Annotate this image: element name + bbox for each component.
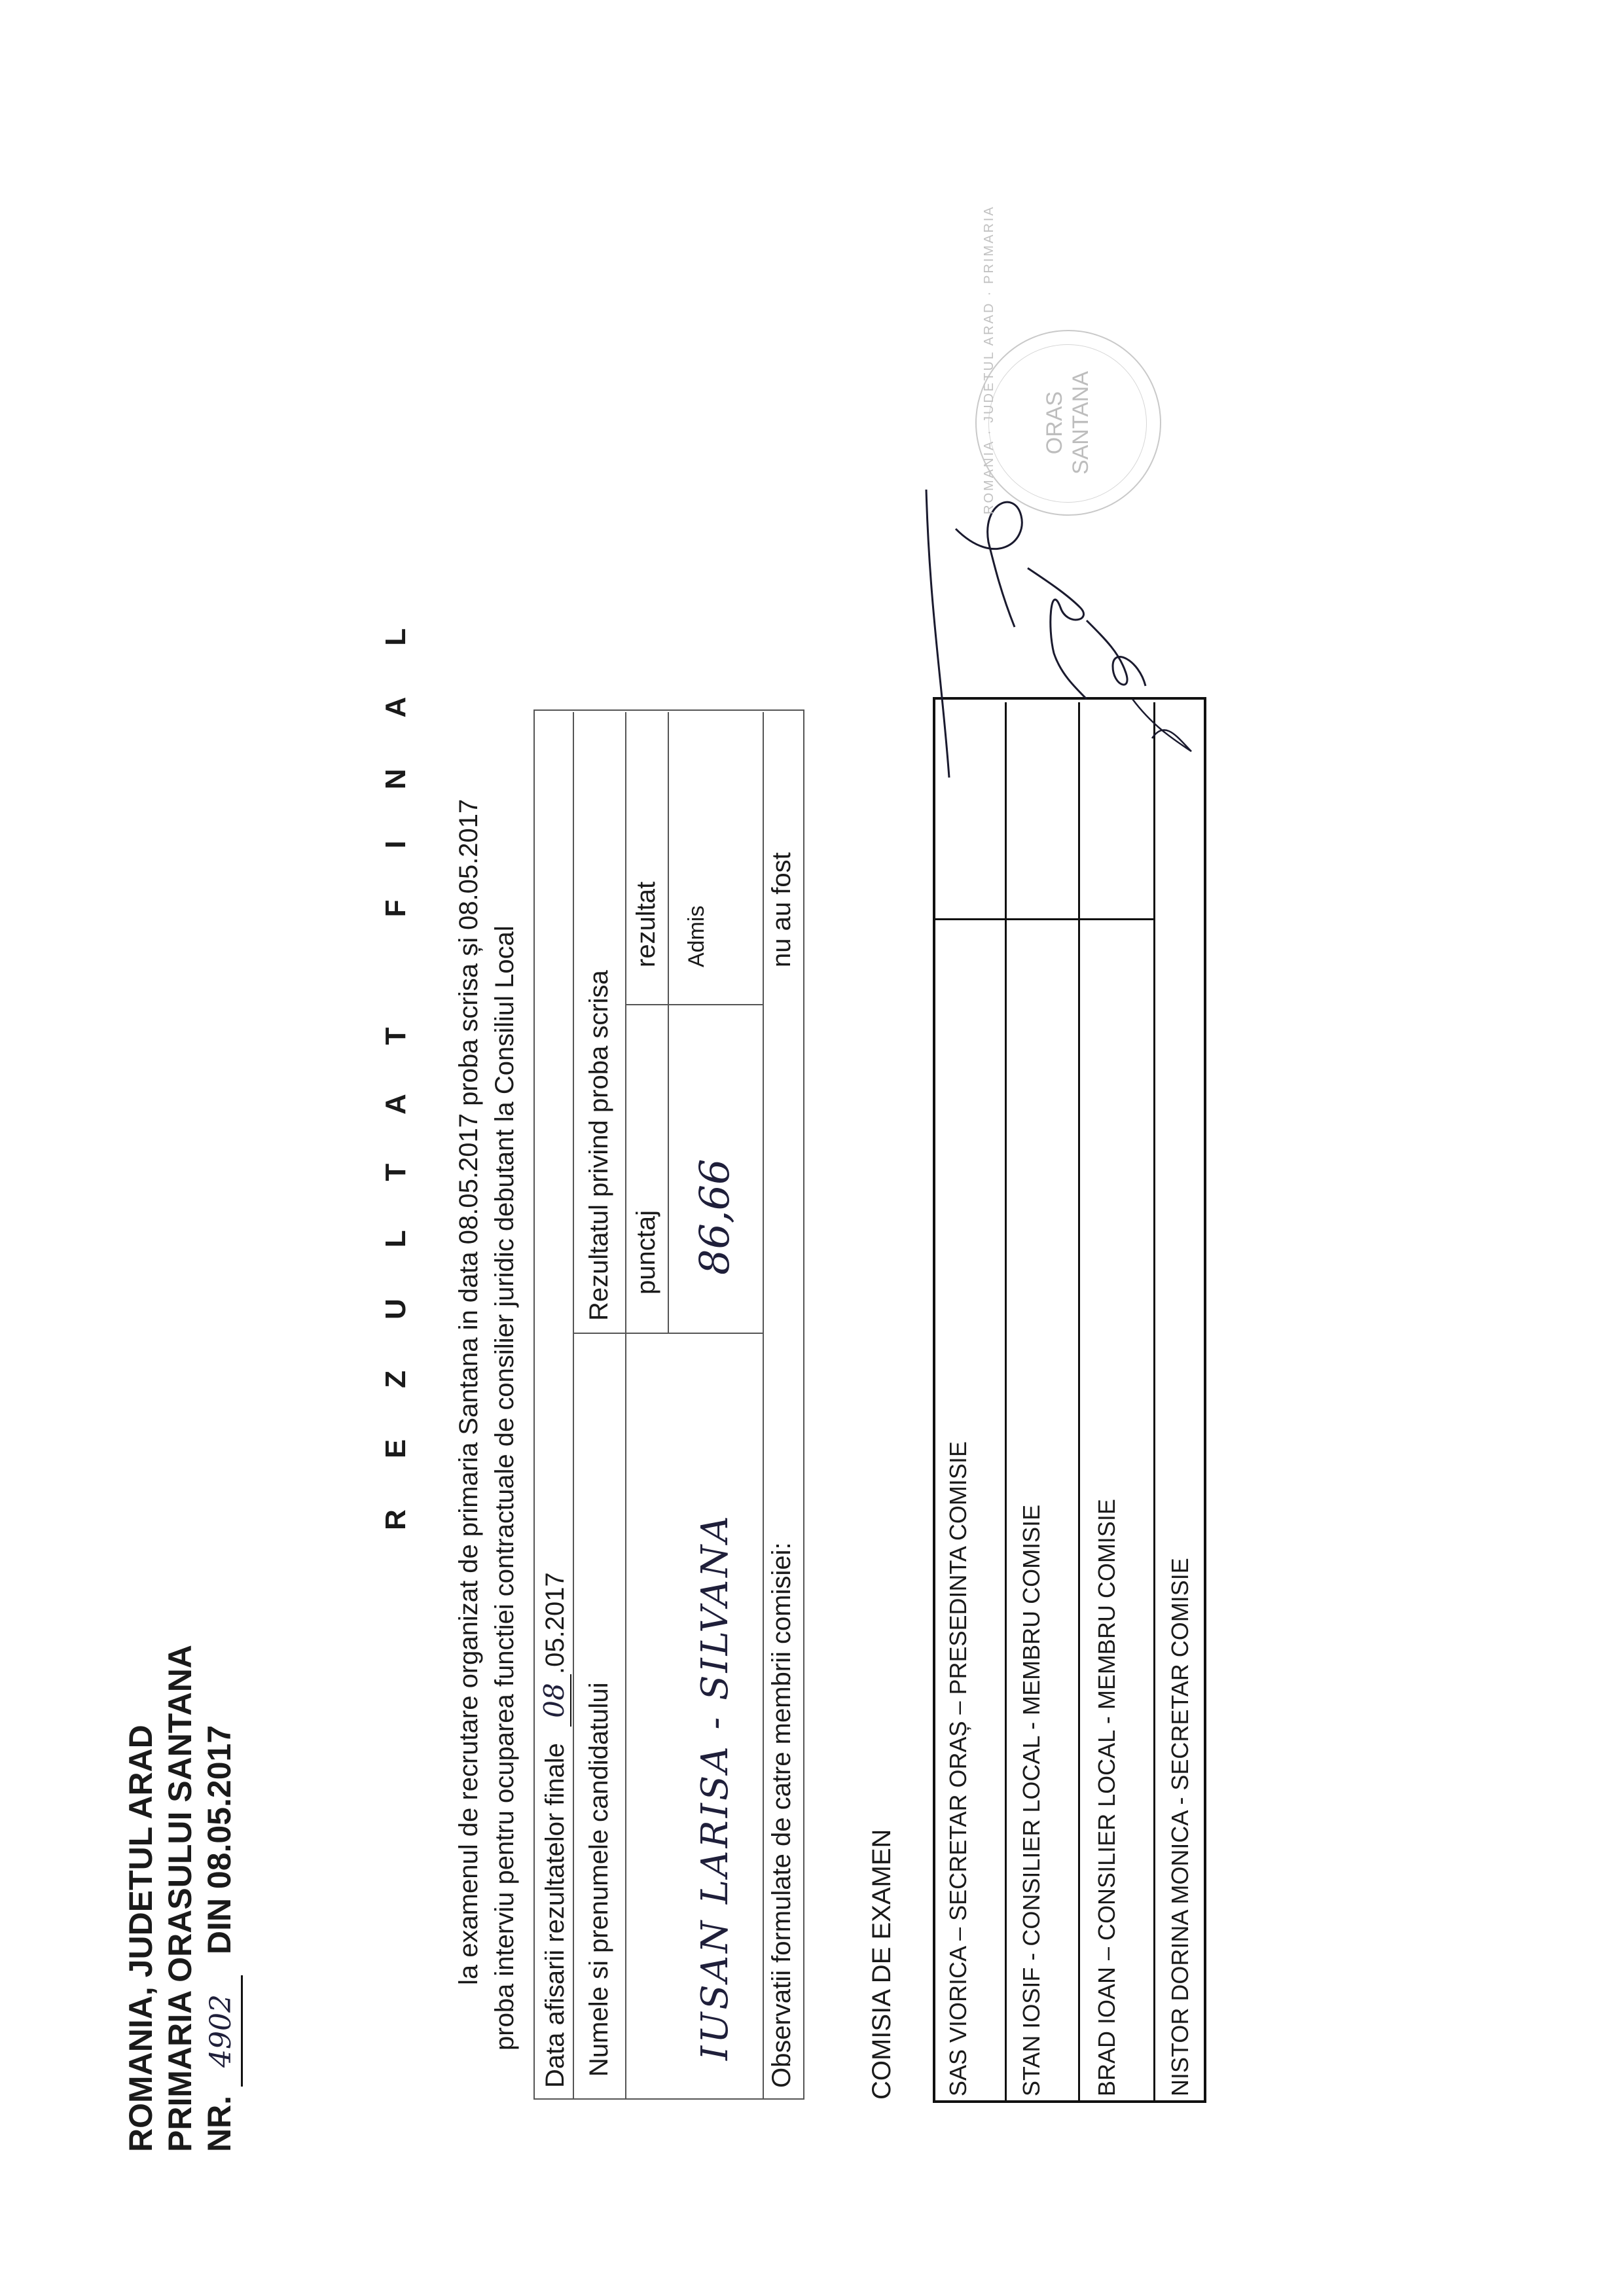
candidate-score-handwritten: 86,66 bbox=[691, 1158, 738, 1275]
signature-top-line bbox=[926, 490, 949, 778]
signatures-drawing bbox=[916, 476, 1204, 935]
results-date-label: Data afisarii rezultatelor finale bbox=[541, 1743, 569, 2088]
document-title: REZULTAT FINAL bbox=[380, 577, 412, 1530]
signature-3 bbox=[1087, 620, 1146, 686]
col-candidate-name-header: Numele si prenumele candidatului bbox=[585, 1682, 613, 2077]
commission-member-3: BRAD IOAN – CONSILIER LOCAL - MEMBRU COMISIE bbox=[1093, 1499, 1120, 2096]
commission-title: COMISIA DE EXAMEN bbox=[867, 1829, 896, 2100]
observations-label: Observatii formulate de catre membrii comisiei: bbox=[767, 1542, 796, 2088]
observations-value: nu au fost bbox=[767, 852, 796, 967]
results-date-rest: .05.2017 bbox=[541, 1572, 569, 1674]
table-col-divider bbox=[573, 1333, 763, 1334]
results-date-day-handwritten: 08 bbox=[538, 1674, 571, 1727]
table-subheader-divider bbox=[668, 712, 669, 1334]
header-date: DIN 08.05.2017 bbox=[201, 1725, 238, 1955]
signature-2 bbox=[1028, 568, 1087, 699]
stamp-seal: ROMANIA · JUDETUL ARAD · PRIMARIA ORAS SANTANA bbox=[975, 330, 1161, 516]
header-line-2: PRIMARIA ORASULUI SANTANA bbox=[162, 1645, 198, 2152]
intro-line-1-text: la examenul de recrutare organizat de primaria Santana in data 08.05.2017 proba scrisa și 08.05.2017 bbox=[454, 798, 483, 1985]
commission-member-4: NISTOR DORINA MONICA - SECRETAR COMISIE bbox=[1166, 1558, 1193, 2096]
header-line-1: ROMANIA, JUDETUL ARAD bbox=[122, 1725, 159, 2152]
candidate-result: Admis bbox=[684, 905, 709, 967]
table-row-divider bbox=[573, 712, 574, 2100]
sub-header-result: rezultat bbox=[632, 881, 660, 967]
intro-line-1 bbox=[452, 799, 486, 1985]
table-row-divider bbox=[625, 712, 626, 2100]
table-col-divider bbox=[625, 1004, 763, 1005]
results-date-row bbox=[538, 1572, 571, 2088]
candidate-name-handwritten: IUSAN LARISA - SILVANA bbox=[694, 1513, 736, 2060]
commission-member-2: STAN IOSIF - CONSILIER LOCAL - MEMBRU COMISIE bbox=[1018, 1504, 1045, 2096]
nr-handwritten-value: 4902 bbox=[202, 1975, 243, 2087]
table-row-divider bbox=[763, 712, 764, 2100]
commission-member-1: SAS VIORICA – SECRETAR ORAȘ – PRESEDINTA COMISIE bbox=[945, 1441, 971, 2096]
signature-1 bbox=[956, 502, 1022, 627]
sub-header-score: punctaj bbox=[632, 1210, 660, 1295]
header-number-line bbox=[200, 1725, 243, 2152]
nr-label: NR. bbox=[201, 2095, 238, 2152]
col-result-header: Rezultatul privind proba scrisa bbox=[585, 970, 613, 1321]
signature-4 bbox=[1132, 699, 1191, 751]
intro-line-2: proba interviu pentru ocuparea functiei contractuale de consilier juridic debutant la Consiliul Local bbox=[490, 925, 519, 2051]
